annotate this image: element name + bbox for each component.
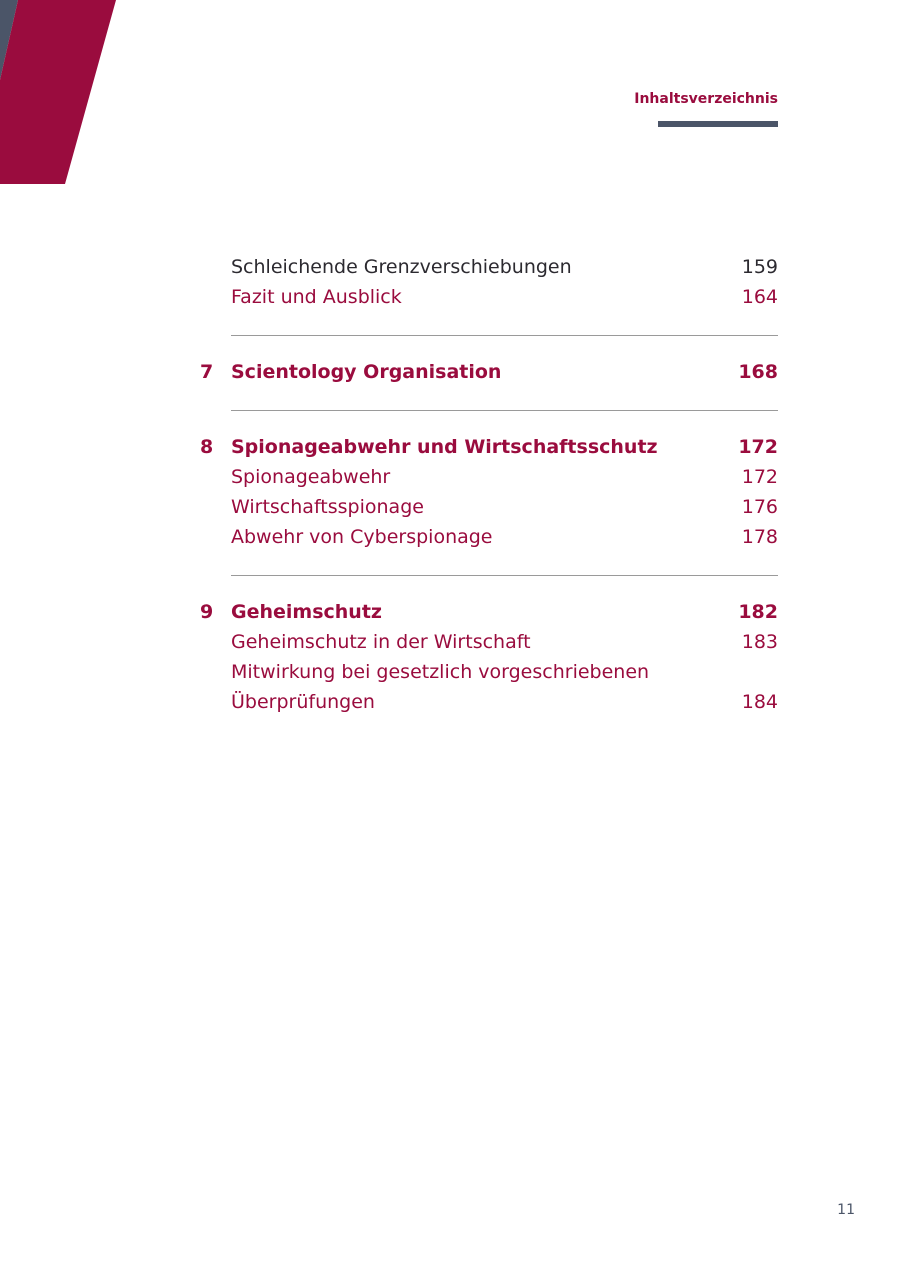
- toc-entry-title: Wirtschaftsspionage: [231, 496, 424, 518]
- toc-entry-title: Mitwirkung bei gesetzlich vorgeschriebenen: [231, 661, 650, 683]
- toc-entry-title: Schleichende Grenzverschiebungen: [231, 256, 572, 278]
- section-divider: [231, 410, 778, 411]
- section-divider: [231, 575, 778, 576]
- toc-entry-title-continued: Überprüfungen: [231, 691, 375, 713]
- header-underline-bar: [658, 121, 778, 127]
- toc-entry-page: 178: [741, 526, 778, 548]
- chapter-number: 8: [200, 436, 214, 458]
- toc-entry-page: 184: [741, 691, 778, 713]
- toc-entry-title: Spionageabwehr: [231, 466, 391, 488]
- toc-entry-page: 159: [741, 256, 778, 278]
- section-divider: [231, 335, 778, 336]
- toc-entry[interactable]: [200, 627, 778, 657]
- toc-chapter-7[interactable]: [200, 357, 778, 387]
- toc-entry[interactable]: [200, 492, 778, 522]
- toc-entry-page: 176: [741, 496, 778, 518]
- toc-chapter-8[interactable]: [200, 432, 778, 462]
- toc-chapter-9[interactable]: [200, 597, 778, 627]
- toc-entry-page: 164: [741, 286, 778, 308]
- toc-entry[interactable]: [200, 282, 778, 312]
- chapter-page: 182: [738, 601, 778, 623]
- toc-entry[interactable]: [200, 522, 778, 552]
- chapter-page: 172: [738, 436, 778, 458]
- chapter-title: Spionageabwehr und Wirtschaftsschutz: [231, 436, 658, 458]
- corner-decoration: [0, 0, 130, 190]
- running-header: Inhaltsverzeichnis: [634, 91, 778, 107]
- chapter-number: 7: [200, 361, 214, 383]
- toc-entry-page: 183: [741, 631, 778, 653]
- toc-entry-title: Abwehr von Cyberspionage: [231, 526, 493, 548]
- toc-entry-page: 172: [741, 466, 778, 488]
- page-number: 11: [837, 1202, 855, 1218]
- toc-entry-line2[interactable]: [200, 687, 778, 717]
- toc-entry-line1[interactable]: [200, 657, 778, 687]
- chapter-number: 9: [200, 601, 214, 623]
- toc-entry-title: Geheimschutz in der Wirtschaft: [231, 631, 531, 653]
- chapter-page: 168: [738, 361, 778, 383]
- chapter-title: Geheimschutz: [231, 601, 382, 623]
- corner-red-stripe: [0, 0, 116, 184]
- chapter-title: Scientology Organisation: [231, 361, 502, 383]
- toc-entry[interactable]: [200, 462, 778, 492]
- toc-entry-title: Fazit und Ausblick: [231, 286, 402, 308]
- toc-entry[interactable]: [200, 252, 778, 282]
